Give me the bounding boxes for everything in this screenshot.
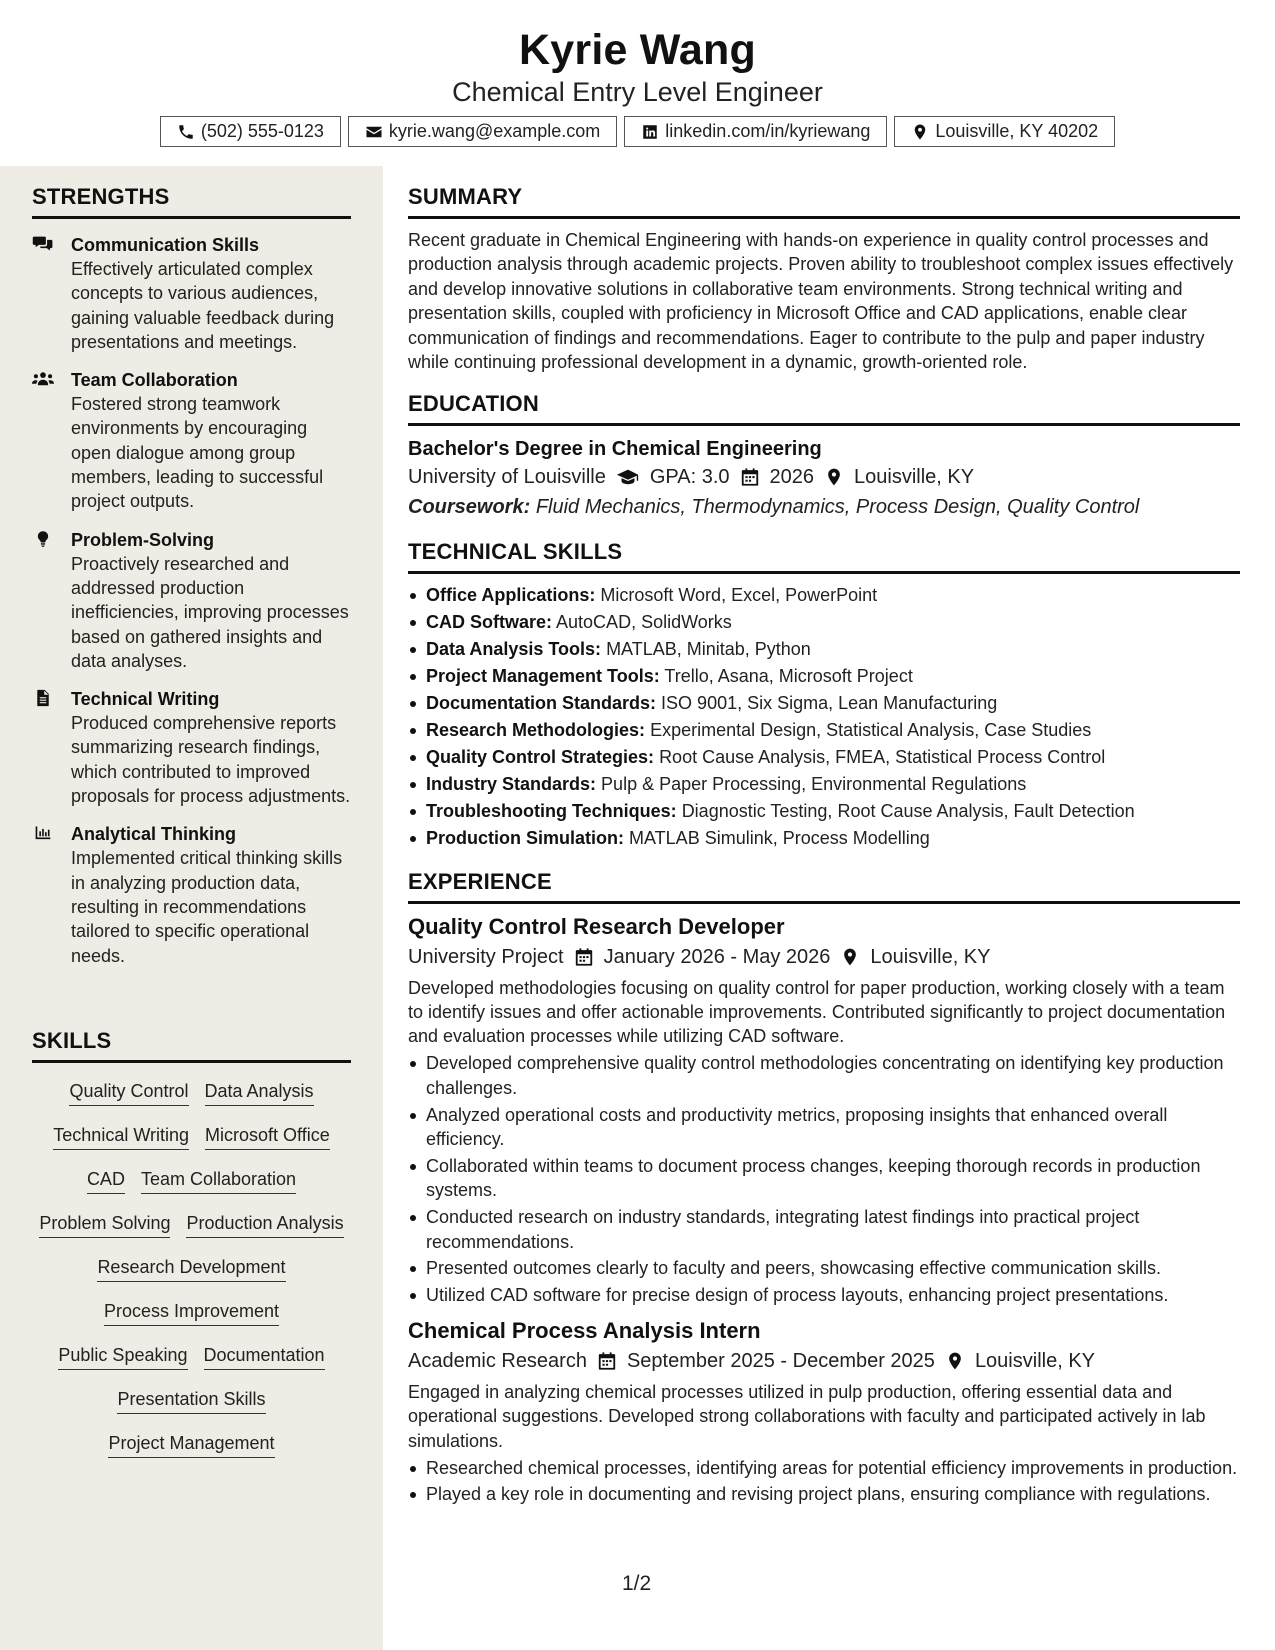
skill-values: MATLAB, Minitab, Python [606, 639, 811, 660]
strength-desc: Implemented critical thinking skills in analyzing production data, resulting in recommendations tailored to specific operational needs. [71, 848, 343, 966]
sidebar [0, 166, 383, 1650]
candidate-role: Chemical Entry Level Engineer [452, 77, 823, 107]
lightbulb-icon [32, 530, 56, 550]
list-item: Conducted research on industry standards, integrating latest findings into practical project recommendations. [408, 1205, 1240, 1254]
phone-icon [177, 123, 195, 141]
skill-values: Root Cause Analysis, FMEA, Statistical Process Control [659, 746, 1106, 767]
skill-tag: Problem Solving [39, 1211, 170, 1238]
skill-category: Documentation Standards: [426, 693, 657, 714]
skill-category: Project Management Tools: [426, 666, 660, 687]
job-org: Academic Research [408, 1349, 587, 1372]
strength-title: Problem-Solving [71, 529, 215, 550]
page-number: 1/2 [622, 1572, 652, 1595]
skill-values: MATLAB Simulink, Process Modelling [629, 827, 930, 848]
strengths-section [32, 184, 351, 968]
strength-title: Technical Writing [71, 689, 220, 710]
list-item: Developed comprehensive quality control methodologies concentrating on identifying key production challenges. [408, 1051, 1240, 1100]
contact-phone[interactable] [160, 116, 341, 147]
list-item: Presented outcomes clearly to faculty and peers, showcasing effective communication skills. [408, 1256, 1240, 1280]
map-pin-icon [945, 1351, 965, 1371]
strength-item [32, 528, 351, 673]
education-school: University of Louisville [408, 466, 606, 489]
job-meta [408, 942, 1240, 972]
skill-tag: Process Improvement [104, 1299, 279, 1326]
skill-tag: Quality Control [69, 1079, 188, 1106]
skill-tag: CAD [87, 1167, 125, 1194]
technical-skills-section [408, 539, 1240, 851]
skill-category: Office Applications: [426, 585, 596, 606]
calendar-icon [574, 947, 594, 967]
experience-section [408, 869, 1240, 1507]
job-entry [408, 1316, 1240, 1507]
list-item [408, 771, 1240, 798]
candidate-name: Kyrie Wang [519, 26, 756, 74]
skill-tag: Production Analysis [186, 1211, 343, 1238]
strength-item [32, 687, 351, 808]
list-item [408, 717, 1240, 744]
strength-title: Team Collaboration [71, 370, 238, 391]
skill-tag: Microsoft Office [205, 1123, 330, 1150]
skill-category: Industry Standards: [426, 773, 597, 794]
contact-bar [0, 116, 1275, 147]
job-location: Louisville, KY [870, 945, 991, 968]
skill-tag: Documentation [204, 1343, 325, 1370]
job-dates: September 2025 - December 2025 [626, 1349, 935, 1372]
list-item: Collaborated within teams to document process changes, keeping thorough records in production systems. [408, 1154, 1240, 1203]
strengths-title: STRENGTHS [32, 184, 351, 219]
education-meta [408, 462, 1240, 492]
contact-email[interactable] [348, 116, 617, 147]
linkedin-icon [641, 123, 659, 141]
summary-section [408, 184, 1240, 374]
skill-category: Research Methodologies: [426, 719, 646, 740]
skill-category: Production Simulation: [426, 827, 624, 848]
list-item: Researched chemical processes, identifying areas for potential efficiency improvements in production. [408, 1456, 1240, 1480]
skills-list [32, 1079, 351, 1458]
skill-tag: Project Management [108, 1431, 274, 1458]
experience-title: EXPERIENCE [408, 869, 1240, 904]
envelope-icon [365, 123, 383, 141]
strength-desc: Proactively researched and addressed production inefficiencies, improving processes based on gathered insights and data analyses. [71, 553, 349, 671]
education-gpa: GPA: 3.0 [649, 466, 730, 489]
list-item [408, 663, 1240, 690]
summary-title: SUMMARY [408, 184, 1240, 219]
comments-icon [32, 235, 56, 255]
technical-skills-title: TECHNICAL SKILLS [408, 539, 1240, 574]
list-item: Played a key role in documenting and revising project plans, ensuring compliance with regulations. [408, 1482, 1240, 1506]
education-location: Louisville, KY [854, 466, 975, 489]
skill-tag: Team Collaboration [141, 1167, 296, 1194]
education-section [408, 391, 1240, 522]
linkedin-text: linkedin.com/in/kyriewang [665, 121, 871, 141]
location-text: Louisville, KY 40202 [935, 121, 1099, 141]
list-item [408, 636, 1240, 663]
skill-values: Experimental Design, Statistical Analysis, Case Studies [650, 719, 1092, 740]
technical-skills-list [408, 582, 1240, 851]
education-coursework [408, 492, 1240, 522]
map-pin-icon [840, 947, 860, 967]
skill-tag: Technical Writing [53, 1123, 189, 1150]
strength-title: Analytical Thinking [71, 824, 237, 845]
job-bullets [408, 1456, 1240, 1507]
map-pin-icon [911, 123, 929, 141]
job-description: Developed methodologies focusing on quality control for paper production, working closely with a team to identify issues and offer actionable improvements. Contributed significantly to project documentation and evaluation processes while utilizing CAD software. [408, 977, 1226, 1047]
list-item [408, 744, 1240, 771]
phone-text: (502) 555-0123 [200, 121, 324, 141]
resume-header [0, 0, 1275, 166]
strength-item [32, 368, 351, 513]
skill-values: ISO 9001, Six Sigma, Lean Manufacturing [661, 693, 998, 714]
job-title: Chemical Process Analysis Intern [408, 1317, 761, 1343]
coursework-text: Fluid Mechanics, Thermodynamics, Process Design, Quality Control [535, 496, 1140, 519]
list-item [408, 582, 1240, 609]
skill-category: Data Analysis Tools: [426, 639, 602, 660]
skill-values: Microsoft Word, Excel, PowerPoint [600, 585, 878, 606]
strength-title: Communication Skills [71, 235, 260, 255]
skill-values: Pulp & Paper Processing, Environmental Regulations [601, 773, 1027, 794]
skill-values: AutoCAD, SolidWorks [556, 612, 732, 633]
skill-category: Quality Control Strategies: [426, 746, 655, 767]
calendar-icon [597, 1351, 617, 1371]
skill-tag: Presentation Skills [117, 1387, 265, 1414]
list-item [408, 825, 1240, 852]
graduation-cap-icon [616, 467, 640, 487]
job-org: University Project [408, 945, 564, 968]
strength-item [32, 233, 351, 354]
job-bullets [408, 1051, 1240, 1308]
list-item [408, 798, 1240, 825]
main-column [408, 166, 1240, 1507]
map-pin-icon [824, 467, 844, 487]
list-item: Utilized CAD software for precise design of process layouts, enhancing project presentations. [408, 1283, 1240, 1307]
job-description: Engaged in analyzing chemical processes utilized in pulp production, offering essential data and operational suggestions. Developed strong collaborations with faculty and participated actively in lab simulations. [408, 1381, 1206, 1451]
job-meta [408, 1346, 1240, 1376]
skills-section [32, 1028, 351, 1458]
list-item: Analyzed operational costs and productivity metrics, proposing insights that enhanced overall efficiency. [408, 1103, 1240, 1152]
document-icon [32, 689, 56, 709]
email-text: kyrie.wang@example.com [388, 121, 601, 141]
education-year: 2026 [769, 466, 815, 489]
summary-text: Recent graduate in Chemical Engineering with hands-on experience in quality control processes and production analysis through academic projects. Proven ability to troubleshoot complex issues effectively and develop innovative solutions in collaborative team environments. Strong technical writing and presentation skills, coupled with proficiency in Microsoft Office and CAD applications, enable clear communication of findings and recommendations. Eager to contribute to the pulp and paper industry while continuing professional development in a dynamic, growth-oriented role. [408, 230, 1234, 373]
skill-tag: Public Speaking [58, 1343, 187, 1370]
coursework-label: Coursework: [408, 496, 531, 519]
strength-desc: Fostered strong teamwork environments by encouraging open dialogue among group members, leading to successful project outputs. [71, 394, 324, 512]
skill-values: Trello, Asana, Microsoft Project [664, 666, 913, 687]
list-item [408, 690, 1240, 717]
job-location: Louisville, KY [974, 1349, 1095, 1372]
skill-tag: Data Analysis [205, 1079, 314, 1106]
job-title: Quality Control Research Developer [408, 913, 785, 939]
education-title: EDUCATION [408, 391, 1240, 426]
job-dates: January 2026 - May 2026 [603, 945, 831, 968]
strength-item [32, 822, 351, 967]
skill-tag: Research Development [97, 1255, 285, 1282]
strength-desc: Produced comprehensive reports summarizing research findings, which contributed to improved proposals for process adjustments. [71, 713, 351, 807]
bar-chart-icon [32, 824, 56, 844]
skills-title: SKILLS [32, 1028, 351, 1063]
list-item [408, 609, 1240, 636]
skill-values: Diagnostic Testing, Root Cause Analysis, Fault Detection [681, 800, 1135, 821]
skill-category: Troubleshooting Techniques: [426, 800, 677, 821]
skill-category: CAD Software: [426, 612, 553, 633]
strength-desc: Effectively articulated complex concepts to various audiences, gaining valuable feedback during presentations and meetings. [71, 259, 335, 352]
calendar-icon [740, 467, 760, 487]
contact-location[interactable] [894, 116, 1115, 147]
contact-linkedin[interactable] [624, 116, 887, 147]
users-icon [32, 370, 56, 390]
education-degree: Bachelor's Degree in Chemical Engineering [408, 438, 822, 461]
job-entry [408, 912, 1240, 1308]
